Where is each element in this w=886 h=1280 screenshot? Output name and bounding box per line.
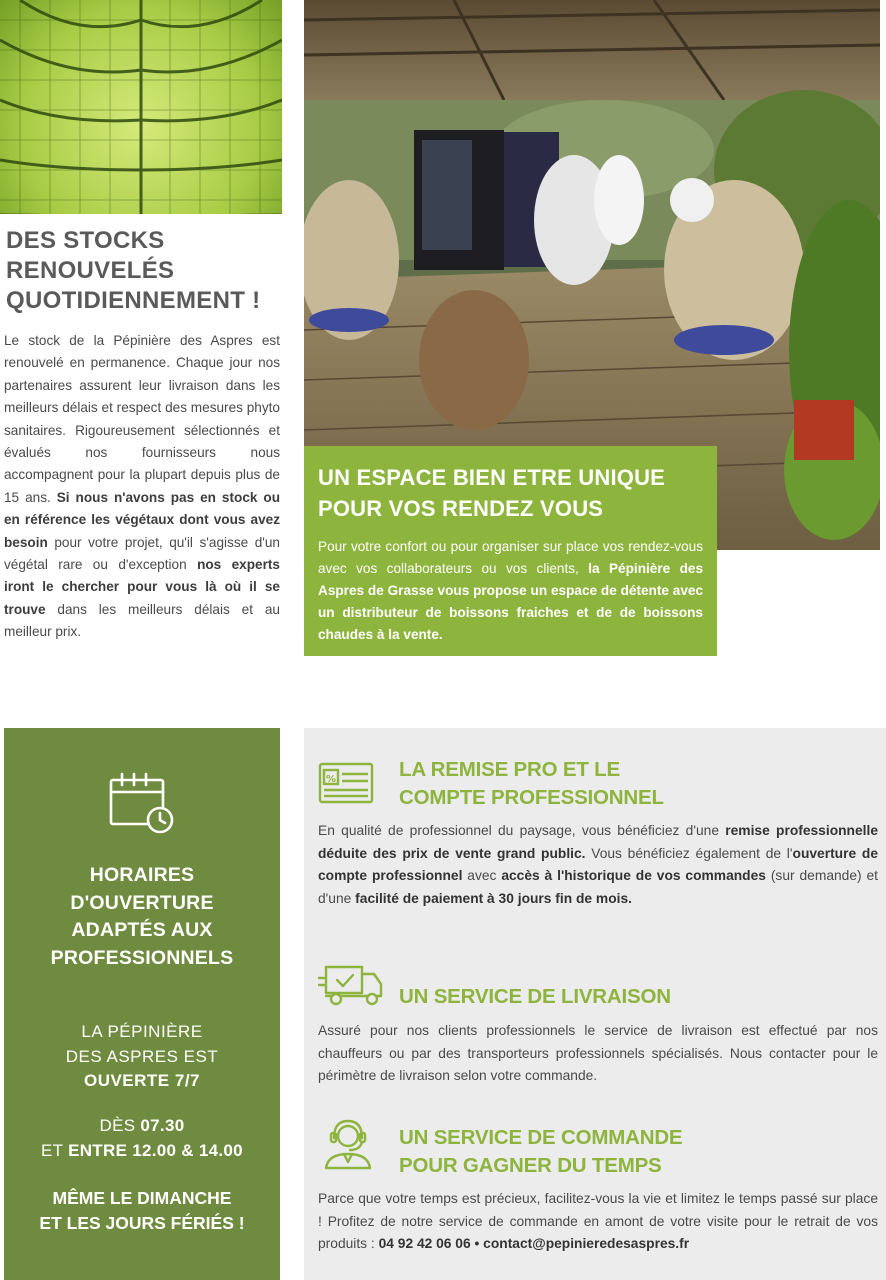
opening-time-line bbox=[4, 1139, 280, 1164]
pro-emphasis: facilité de paiement à 30 jours fin de mois. bbox=[355, 890, 632, 906]
pro-discount-paragraph bbox=[318, 820, 878, 910]
pro-text: (sur demande) et d'une bbox=[318, 868, 878, 906]
open-days-text bbox=[4, 1020, 280, 1094]
delivery-truck-icon bbox=[318, 964, 384, 1006]
email-address[interactable]: contact@pepinieredesaspres.fr bbox=[483, 1236, 690, 1251]
sunday-line: MÊME LE DIMANCHE bbox=[52, 1188, 232, 1208]
hours-heading-line: HORAIRES bbox=[89, 864, 195, 886]
wellness-text: Pour votre confort ou pour organiser sur place vos rendez-vous avec vos collaborateurs ou vos clients, bbox=[318, 539, 703, 576]
open-days-line: DES ASPRES EST bbox=[65, 1046, 219, 1066]
opening-time-prefix: DÈS bbox=[99, 1116, 141, 1135]
pro-emphasis: accès à l'historique de vos commandes bbox=[501, 868, 766, 883]
hours-heading-line: D'OUVERTURE bbox=[70, 891, 214, 914]
svg-text:%: % bbox=[326, 774, 337, 785]
opening-hours-heading bbox=[4, 862, 280, 972]
opening-time-prefix: ET bbox=[41, 1140, 69, 1160]
delivery-paragraph: Assuré pour nos clients professionnels le service de livraison est effectué par nos chauffeurs ou par des transporteurs professionnels spécialisés. Nous contacter pour le périmètre de livraison selon votre commande. bbox=[318, 1023, 878, 1083]
stock-heading-line: RENOUVELÉS bbox=[6, 257, 175, 284]
stock-heading bbox=[0, 214, 282, 322]
contact-separator: • bbox=[470, 1236, 484, 1251]
stock-emphasis: nos experts iront le chercher pour vous là où il se trouve bbox=[4, 557, 280, 617]
pro-emphasis: remise professionnelle déduite des prix de vente grand public. bbox=[318, 823, 878, 861]
pro-text: En qualité de professionnel du paysage, vous bénéficiez d'une bbox=[318, 823, 726, 838]
wellness-heading-line: POUR VOS RENDEZ VOUS bbox=[318, 496, 604, 521]
ordering-paragraph bbox=[318, 1188, 878, 1256]
wellness-space-box bbox=[304, 446, 717, 656]
sunday-holidays-text bbox=[4, 1186, 280, 1236]
stock-paragraph bbox=[4, 330, 280, 644]
delivery-heading: UN SERVICE DE LIVRAISON bbox=[399, 985, 671, 1008]
services-panel bbox=[304, 728, 886, 1280]
sunday-line: ET LES JOURS FÉRIÉS ! bbox=[39, 1213, 245, 1233]
opening-time-line bbox=[4, 1114, 280, 1139]
stock-text: pour votre projet, qu'il s'agisse d'un végétal rare ou d'exception bbox=[4, 534, 280, 573]
pro-text: avec bbox=[462, 868, 502, 883]
hours-heading-line: PROFESSIONNELS bbox=[50, 946, 234, 969]
opening-hours-panel bbox=[4, 728, 280, 1280]
stock-emphasis: Si nous n'avons pas en stock ou en référence les végétaux dont vous avez besoin bbox=[4, 489, 280, 550]
pro-emphasis: ouverture de compte professionnel bbox=[318, 845, 878, 883]
stock-text: dans les meilleurs délais et au meilleur prix. bbox=[4, 601, 280, 640]
opening-time-value: ENTRE 12.00 & 14.00 bbox=[68, 1140, 243, 1160]
opening-time-value: 07.30 bbox=[140, 1116, 185, 1135]
pro-discount-heading bbox=[399, 756, 664, 811]
ordering-heading-line: UN SERVICE DE COMMANDE bbox=[399, 1126, 683, 1149]
wellness-space-heading bbox=[318, 462, 703, 524]
stock-text: Le stock de la Pépinière des Aspres est renouvelé en permanence. Chaque jour nos partenaires assurent leur livraison dans les meilleurs délais et respect des mesures phyto sanitaires. Rigoureusement sélectionnés et évalués nos fournisseurs nous accompagnent pour la plupart depuis plus de 15 ans. bbox=[4, 333, 280, 505]
calendar-clock-icon bbox=[108, 772, 176, 836]
headset-operator-icon bbox=[322, 1118, 374, 1170]
ordering-text: Parce que votre temps est précieux, facilitez-vous la vie et limitez le temps passé sur place ! Profitez de notre service de commande en amont de votre visite pour le retrait de vos produits : bbox=[318, 1191, 878, 1251]
pro-discount-heading-line: LA REMISE PRO ET LE bbox=[399, 758, 620, 781]
ordering-heading bbox=[399, 1124, 682, 1179]
open-days-line bbox=[4, 1069, 280, 1094]
pro-text: Vous bénéficiez également de l' bbox=[585, 845, 793, 861]
wellness-emphasis: la Pépinière des Aspres de Grasse vous propose un espace de détente avec un distributeur de boissons fraiches et de de boissons chaudes à la vente. bbox=[318, 561, 704, 642]
ordering-heading-line: POUR GAGNER DU TEMPS bbox=[399, 1153, 662, 1177]
stock-heading-line: QUOTIDIENNEMENT ! bbox=[6, 287, 261, 314]
open-days-emphasis: OUVERTE 7/7 bbox=[83, 1071, 201, 1090]
stock-heading-line: DES STOCKS bbox=[6, 227, 165, 254]
pro-discount-heading-line: COMPTE PROFESSIONNEL bbox=[399, 785, 664, 809]
phone-number[interactable]: 04 92 42 06 06 bbox=[378, 1236, 471, 1251]
discount-card-icon bbox=[318, 762, 374, 804]
opening-times-text bbox=[4, 1114, 280, 1163]
hours-heading-line: ADAPTÉS AUX bbox=[71, 919, 213, 941]
open-days-line: LA PÉPINIÈRE bbox=[81, 1022, 203, 1041]
wellness-space-paragraph bbox=[318, 536, 703, 646]
wellness-heading-line: UN ESPACE BIEN ETRE UNIQUE bbox=[318, 465, 666, 490]
